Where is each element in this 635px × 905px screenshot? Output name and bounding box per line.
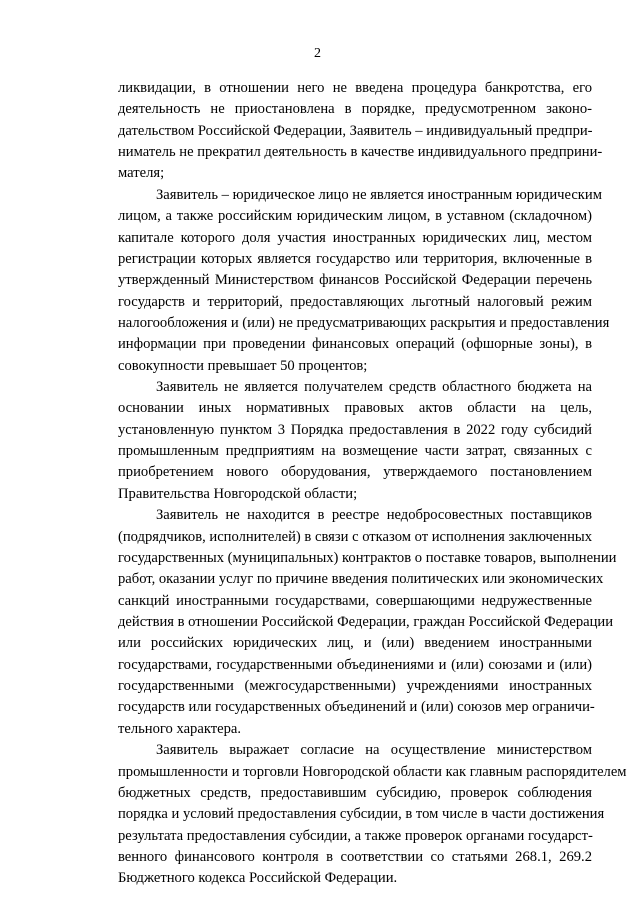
text-line: регистрации которых является государство или территория, включенные в <box>118 250 592 267</box>
text-line: информации при проведении финансовых операций (офшорные зоны), в <box>118 336 592 353</box>
text-line: государственными (межгосударственными) учреждениями иностранных <box>118 678 592 695</box>
text-line: промышленным предприятиям на возмещение части затрат, связанных с <box>118 443 592 460</box>
text-line: дательством Российской Федерации, Заявитель – индивидуальный предпри- <box>118 122 593 139</box>
text-line: деятельность не приостановлена в порядке, предусмотренном законо- <box>118 101 592 118</box>
text-line: утвержденный Министерством финансов Российской Федерации перечень <box>118 272 592 289</box>
text-line: ниматель не прекратил деятельность в качестве индивидуального предприни- <box>118 144 603 161</box>
text-line: государствами, государственными объединениями и (или) союзами и (или) <box>118 656 592 673</box>
text-line: мателя; <box>118 165 165 182</box>
text-line: бюджетных средств, предоставившим субсидию, проверок соблюдения <box>118 784 592 801</box>
text-line: тельного характера. <box>118 720 241 737</box>
text-line: Заявитель не является получателем средств областного бюджета на <box>156 379 592 396</box>
text-line: результата предоставления субсидии, а также проверок органами государст- <box>118 827 593 844</box>
paragraph <box>118 78 603 185</box>
text-line: Заявитель выражает согласие на осуществление министерством <box>156 742 592 759</box>
text-line: Правительства Новгородской области; <box>118 485 358 502</box>
text-line: основании иных нормативных правовых актов области на цель, <box>118 400 592 417</box>
text-line: установленную пунктом 3 Порядка предоставления в 2022 году субсидий <box>118 421 592 438</box>
text-line: лицом, а также российским юридическим лицом, в уставном (складочном) <box>118 208 592 225</box>
text-line: работ, оказании услуг по причине введения политических или экономических <box>118 571 604 588</box>
text-line: или российских юридических лиц, и (или) введением иностранными <box>118 635 592 652</box>
text-line: действия в отношении Российской Федерации, граждан Российской Федерации <box>118 613 614 630</box>
paragraph <box>118 740 627 890</box>
text-line: ликвидации, в отношении него не введена процедура банкротства, его <box>118 80 592 96</box>
text-line: Заявитель не находится в реестре недобросовестных поставщиков <box>156 507 592 524</box>
text-line: налогообложения и (или) не предусматривающих раскрытия и предоставления <box>118 314 610 331</box>
text-line: приобретением нового оборудования, утверждаемого постановлением <box>118 464 592 481</box>
text-line: венного финансового контроля в соответствии со статьями 268.1, 269.2 <box>118 848 592 865</box>
text-line: (подрядчиков, исполнителей) в связи с отказом от исполнения заключенных <box>118 528 592 545</box>
text-line: порядка и условий предоставления субсидии, в том числе в части достижения <box>118 806 605 823</box>
text-line: государств или государственных объединений и (или) союзов мер ограничи- <box>118 699 595 716</box>
text-line: санкций иностранными государствами, совершающими недружественные <box>118 592 592 609</box>
document-body <box>118 78 627 890</box>
text-line: государственных (муниципальных) контрактов о поставке товаров, выполнении <box>118 549 617 566</box>
paragraph <box>118 185 610 377</box>
text-line: Заявитель – юридическое лицо не является иностранным юридическим <box>156 186 602 203</box>
page-number: 2 <box>314 46 321 61</box>
text-line: совокупности превышает 50 процентов; <box>118 357 368 374</box>
text-line: промышленности и торговли Новгородской области как главным распорядителем <box>118 763 627 780</box>
text-line: капитале которого доля участия иностранных юридических лиц, местом <box>118 229 592 246</box>
text-line: Бюджетного кодекса Российской Федерации. <box>118 870 398 887</box>
paragraph <box>118 377 592 505</box>
paragraph <box>118 505 617 740</box>
text-line: государств и территорий, предоставляющих льготный налоговый режим <box>118 293 592 310</box>
